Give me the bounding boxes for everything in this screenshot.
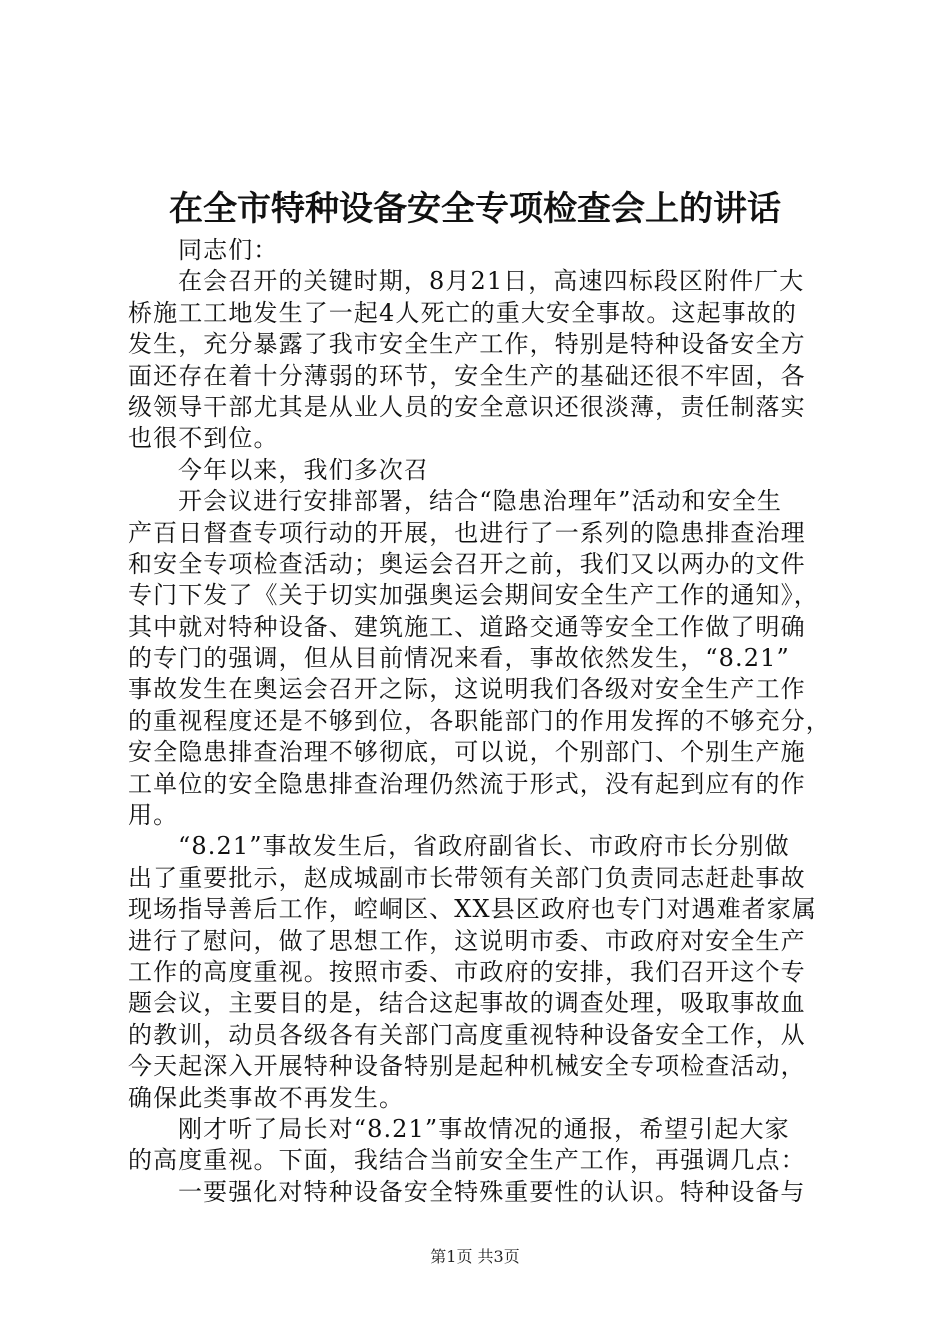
text-line: 发生，充分暴露了我市安全生产工作，特别是特种设备安全方 — [128, 330, 806, 359]
text-line: 确保此类事故不再发生。 — [128, 1083, 405, 1112]
text-line: “8.21”事故发生后，省政府副省长、市政府市长分别做 — [178, 832, 790, 861]
text-line: 也很不到位。 — [128, 424, 279, 453]
text-line: 产百日督查专项行动的开展，也进行了一系列的隐患排查治理 — [128, 518, 806, 547]
text-line: 刚才听了局长对“8.21”事故情况的通报，希望引起大家 — [178, 1114, 790, 1143]
text-line: 其中就对特种设备、建筑施工、道路交通等安全工作做了明确 — [128, 612, 806, 641]
page-footer: 第1页 共3页 — [430, 1247, 520, 1266]
text-line: 在会召开的关键时期，8月21日，高速四标段区附件厂大 — [178, 267, 805, 296]
text-line: 现场指导善后工作，崆峒区、XX县区政府也专门对遇难者家属 — [128, 895, 817, 924]
text-line: 工作的高度重视。按照市委、市政府的安排，我们召开这个专 — [128, 957, 806, 986]
text-line: 工单位的安全隐患排查治理仍然流于形式，没有起到应有的作 — [128, 769, 806, 798]
text-line: 桥施工工地发生了一起4人死亡的重大安全事故。这起事故的 — [128, 298, 797, 327]
text-line: 面还存在着十分薄弱的环节，安全生产的基础还很不牢固，各 — [128, 361, 806, 390]
text-line: 进行了慰问，做了思想工作，这说明市委、市政府对安全生产 — [128, 926, 806, 955]
text-line: 安全隐患排查治理不够彻底，可以说，个别部门、个别生产施 — [128, 738, 806, 767]
text-line: 今年以来，我们多次召 — [178, 455, 429, 484]
text-line: 和安全专项检查活动；奥运会召开之前，我们又以两办的文件 — [128, 549, 806, 578]
text-line: 事故发生在奥运会召开之际，这说明我们各级对安全生产工作 — [128, 675, 806, 704]
text-line: 专门下发了《关于切实加强奥运会期间安全生产工作的通知》， — [128, 581, 819, 610]
text-line: 出了重要批示，赵成城副市长带领有关部门负责同志赶赴事故 — [128, 863, 806, 892]
text-line: 用。 — [128, 801, 179, 830]
text-line: 级领导干部尤其是从业人员的安全意识还很淡薄，责任制落实 — [128, 392, 806, 421]
text-line: 的教训，动员各级各有关部门高度重视特种设备安全工作，从 — [128, 1020, 806, 1049]
text-line: 同志们： — [178, 236, 279, 264]
text-line: 的专门的强调，但从目前情况来看，事故依然发生，“8.21” — [128, 644, 790, 673]
text-line: 的高度重视。下面，我结合当前安全生产工作，再强调几点： — [128, 1146, 806, 1175]
text-line: 一要强化对特种设备安全特殊重要性的认识。特种设备与 — [178, 1177, 806, 1206]
document-body — [128, 235, 831, 1208]
document-title: 在全市特种设备安全专项检查会上的讲话 — [169, 189, 781, 229]
text-line: 题会议，主要目的是，结合这起事故的调查处理，吸取事故血 — [128, 989, 806, 1018]
text-line: 开会议进行安排部署，结合“隐患治理年”活动和安全生 — [178, 487, 783, 516]
text-line: 今天起深入开展特种设备特别是起种机械安全专项检查活动， — [128, 1052, 806, 1081]
text-line: 的重视程度还是不够到位，各职能部门的作用发挥的不够充分， — [128, 706, 831, 735]
